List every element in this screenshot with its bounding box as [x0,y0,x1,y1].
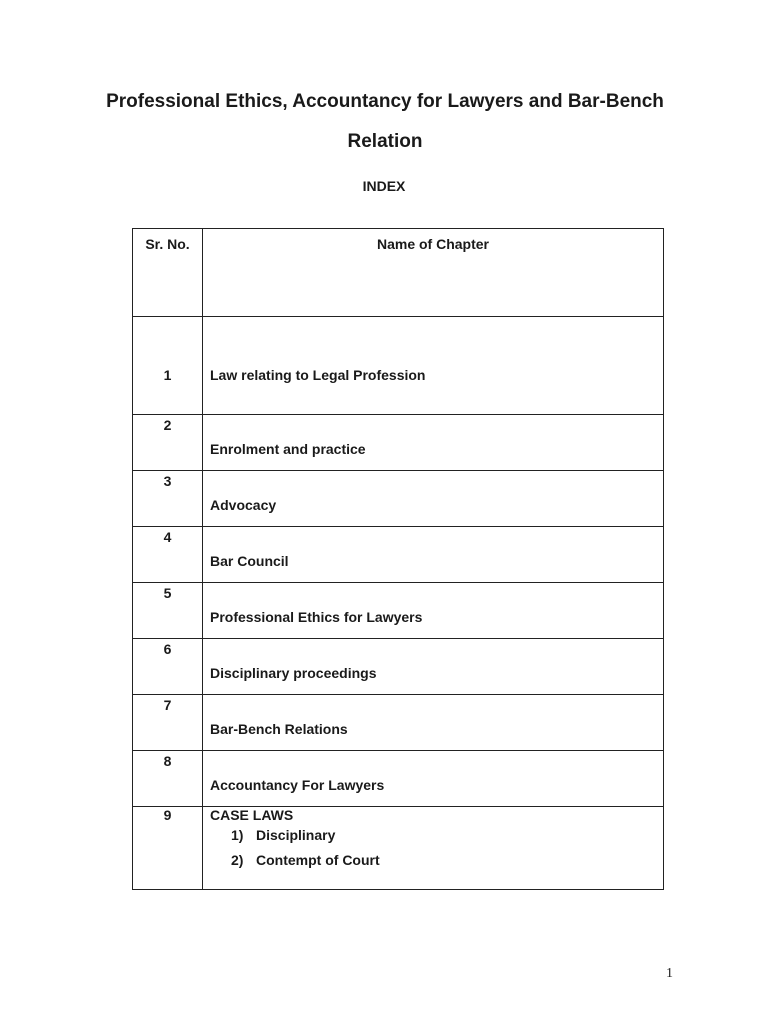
row-chapter-name: Law relating to Legal Profession [203,317,664,415]
table-row [133,471,664,527]
table-row [133,527,664,583]
row-sr-no: 9 [133,807,203,890]
list-item [231,848,663,873]
row-chapter-name: Advocacy [203,471,664,527]
case-laws-list [210,823,663,873]
header-chapter-name: Name of Chapter [203,229,664,317]
row-sr-no: 1 [133,317,203,415]
document-title: Professional Ethics, Accountancy for Lawyers and Bar-Bench Relation [106,91,664,152]
row-sr-no: 4 [133,527,203,583]
row-sr-no: 3 [133,471,203,527]
row-sr-no: 5 [133,583,203,639]
index-heading: INDEX [362,178,406,194]
list-item-number: 2) [231,852,244,868]
table-row [133,807,664,890]
table-row [133,751,664,807]
header-sr-no: Sr. No. [133,229,203,317]
row-sr-no: 7 [133,695,203,751]
row-chapter-name: Professional Ethics for Lawyers [203,583,664,639]
page-number: 1 [666,966,673,981]
row-chapter-name: Bar Council [203,527,664,583]
row-chapter-name: Enrolment and practice [203,415,664,471]
table-row [133,415,664,471]
case-laws-title: CASE LAWS [210,807,294,823]
row-chapter-name: Accountancy For Lawyers [203,751,664,807]
table-row [133,583,664,639]
row-sr-no: 2 [133,415,203,471]
list-item [231,823,663,848]
table-header-row [133,229,664,317]
list-item-label: Contempt of Court [256,852,380,868]
index-table [132,228,664,890]
row-sr-no: 8 [133,751,203,807]
list-item-number: 1) [231,827,244,843]
row-chapter-name: Bar-Bench Relations [203,695,664,751]
table-row [133,695,664,751]
list-item-label: Disciplinary [256,827,336,843]
table-row [133,639,664,695]
table-row [133,317,664,415]
row-chapter-name: Disciplinary proceedings [203,639,664,695]
row-sr-no: 6 [133,639,203,695]
row-chapter-name [203,807,664,890]
